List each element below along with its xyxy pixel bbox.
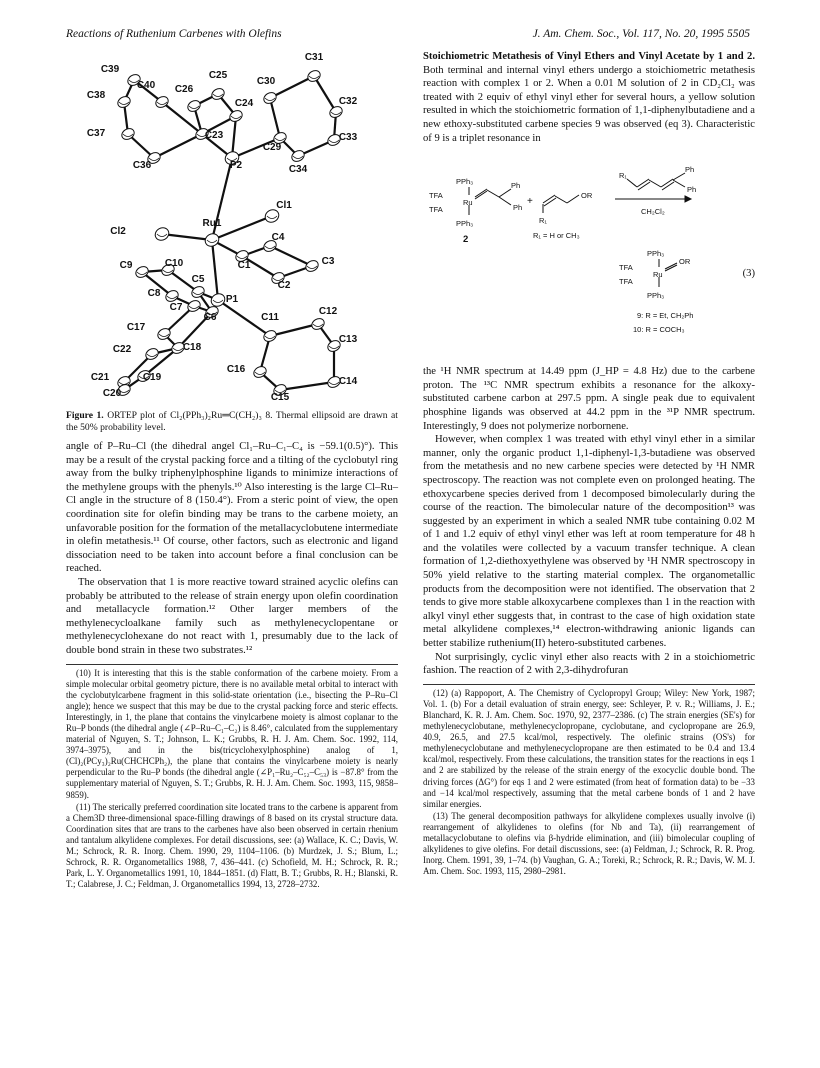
intro-text: Both terminal and internal vinyl ethers undergo a stoichiometric metathesis reaction with complex 1 or 2. When a 0.01 M solution of 2 in CD₂Cl₂ was treated with 2 equiv of ethyl vinyl ether for several hours, a yellow solution resulted in which the stoichiometric formation of 1,1-diphenylbutadiene and a new ethoxy-substituted carbene species 9 was observed (eq 3). Characteristic of 9 is a triplet resonance in [423, 64, 755, 144]
bond-C11-C12 [270, 324, 318, 336]
bond-Ru1-P1 [212, 240, 218, 300]
atom-c38 [116, 94, 132, 109]
atom-label-cl1: Cl1 [276, 200, 292, 211]
caption-label: Figure 1. [66, 410, 104, 421]
header-title: Reactions of Ruthenium Carbenes with Olefins [66, 28, 282, 40]
pph3-top: PPh₃ [456, 177, 474, 187]
pph3-product-bottom: PPh₃ [647, 291, 665, 301]
atom-label-c30: C30 [256, 76, 276, 87]
left-paragraph-1: angle of P–Ru–Cl (the dihedral angel Cl₁–Ru–C₁–C₄ is −59.1(0.5)°). This may be a result of the crystal packing force and a tilting of the cyclobutyl ring away from the bulky triphenylphosphine ligands to minimize interactions of the methylene groups with the phenyls.¹⁰ Also interesting is the large Cl–Ru–Cl angle in the structure of 8 (150.4°). From a steric point of view, the open coordination site for olefin binding may be trans to the carbene moiety, an unfavorable position for the formation of the metallacyclobutene intermediate in olefin metathesis.¹¹ Of course, other factors, such as electronic and ligand dissociation need to be taken into account before a final conclusion can be reached. [66, 441, 398, 575]
right-paragraph-2: However, when complex 1 was treated with ethyl vinyl ether in a similar manner, only the organic product 1,1-diphenyl-1,3-butadiene was observed from the metathesis and no new carbene species were detected by ¹H NMR spectroscopy. The reaction was not complete even on prolonged heating. The ethoxycarbene species derived from 1 decomposed bimolecularly during the course of the reaction. The bimolecular nature of the decomposition¹³ was suggested by an experiment in which a sealed NMR tube containing 0.02 M of 1 and 1.2 equiv of ethyl vinyl ether was left at room temperature for 48 h and the volatiles were collected by a vacuum transfer technique. A clean formation of 1,2-diethoxyethylene was observed by ¹H NMR spectroscopy in 50% yield relative to the starting material complex. The organometallic products from the decomposition were not identified. The observation that 2 tends to give more stable alkoxycarbene complexes than 1 in the reaction with alkyl vinyl ether suggests that, in contrast to the case of high oxidation state metal alkylidene complexes,¹⁴ electron-withdrawing anionic ligands can better stabilize ruthenium(II) hetero-substituted carbenes. [423, 434, 755, 650]
figure-1-ortep [66, 50, 398, 408]
atom-label-c9: C9 [119, 260, 133, 271]
left-footnotes [66, 664, 398, 891]
atom-label-c36: C36 [132, 160, 152, 171]
atom-label-c11: C11 [261, 312, 279, 323]
right-paragraph-3: Not surprisingly, cyclic vinyl ether also reacts with 2 in a stoichiometric fashion. The reaction of 2 with 2,3-dihydrofuran [423, 651, 755, 677]
footnote-11: (11) The sterically preferred coordination site located trans to the carbene is apparent from a Chem3D three-dimensional space-filling drawings of 8 based on its crystal structure data. Coordination sites that are trans to the carbenes have also been observed in certain rhenium and tantalum alkylidene complexes. For detail discussions, see: (a) Wallace, K. C.; Davis, W. M.; Schrock, R. R. Inorg. Chem. 1990, 29, 1104–1106. (b) Murdzek, J. S.; Blum, L.; Schrock, R. R. Organometallics 1988, 7, 436–441. (c) Schofield, M. H.; Schrock, R. R.; Park, L. Y. Organometallics 1991, 10, 1844–1851. (d) Flatt, B. T.; Grubbs, R. H.; Blanski, R. T.; Calabrese, J. C.; Feldman, J. Organometallics 1994, 13, 2728–2732. [66, 801, 398, 890]
equation-number: (3) [742, 268, 755, 280]
atom-label-ru1: Ru1 [202, 218, 222, 229]
atom-label-c7: C7 [169, 302, 183, 313]
right-column [423, 50, 755, 878]
right-paragraph-1: the ¹H NMR spectrum at 14.49 ppm (J_HP = 4.8 Hz) due to the carbene proton. The ¹³C NMR spectrum exhibits a resonance for the alkoxy-substituted carbene carbon at 297.5 ppm. A single peak due to equivalent phosphine ligands was observed at 44.2 ppm in the ³¹P NMR spectrum. Interestingly, 9 does not polymerize norbornene. [423, 366, 755, 432]
bond-C4-C3 [270, 246, 312, 266]
atom-ru1 [203, 231, 221, 248]
atom-label-cl2: Cl2 [110, 226, 126, 237]
atom-label-c1: C1 [237, 260, 251, 271]
atom-label-c37: C37 [86, 128, 106, 139]
section-heading: Stoichiometric Metathesis of Vinyl Ethers and Vinyl Acetate by 1 and 2. [423, 51, 755, 62]
atom-label-c29: C29 [262, 142, 282, 153]
atom-label-c13: C13 [338, 334, 358, 345]
ru-product: Ru [653, 270, 663, 280]
atom-label-c15: C15 [270, 392, 290, 403]
atom-label-p1: P1 [225, 294, 239, 305]
bond-C30-C31 [270, 76, 314, 98]
bond-C29-C30 [270, 98, 280, 138]
atom-label-c12: C12 [318, 306, 338, 317]
atom-label-c33: C33 [338, 132, 358, 143]
compound-10-label: 10: R = COCH₃ [633, 325, 685, 335]
atom-label-c17: C17 [126, 322, 146, 333]
ph-product-1: Ph [685, 165, 695, 175]
atom-p1 [209, 291, 227, 308]
ru-1: Ru [463, 198, 473, 208]
atom-label-c8: C8 [147, 288, 161, 299]
atom-label-c39: C39 [100, 64, 120, 75]
atom-label-c21: C21 [90, 372, 110, 383]
atom-c26 [186, 98, 202, 113]
ph-product-2: Ph [687, 185, 697, 195]
atom-label-c32: C32 [338, 96, 358, 107]
or-product: OR [679, 257, 691, 267]
atom-c30 [262, 90, 278, 105]
atom-label-c4: C4 [271, 232, 285, 243]
bond-C14-C15 [280, 382, 334, 390]
atom-c11 [262, 328, 278, 343]
atom-c12 [310, 316, 326, 331]
atom-label-c16: C16 [226, 364, 246, 375]
atom-label-c18: C18 [182, 342, 202, 353]
atom-label-c6: C6 [203, 312, 217, 323]
pph3-bottom: PPh₃ [456, 219, 474, 229]
header-journal: J. Am. Chem. Soc., Vol. 117, No. 20, 1995 5505 [532, 28, 750, 40]
or-1: OR [581, 191, 593, 201]
atom-c3 [304, 258, 320, 273]
footnote-12: (12) (a) Rappoport, A. The Chemistry of Cyclopropyl Group; Wiley: New York, 1987; Vol. 1. (b) For a detail evaluation of strain energy, see: Schleyer, P. v. R.; Williams, J. E.; Blanchard, K. R. J. Am. Chem. Soc. 1970, 92, 2377–2386. (c) The strain energies (SE's) for methylenecyclobutane, methylenecyclopropane, cyclobutane, and cyclopropane are 26.9, 40.9, 26.5, and 27.5 kcal/mol, respectively. The olefinic strains (OS's) for methylenecyclobutane and methylenecyclopropane are then estimated to be 0.4 and 13.4 kcal/mol, respectively. From these calculations, the transition states for the reactions in eqs 1 and 2 are stabilized by the release of the strain energy of the exocyclic double bond. The driving forces (ΔG°) for eqs 1 and 2 were estimated (from heat of formation data) to be −33 and −14 kcal/mol respectively, assuming that the metal carbene bonds of 1 and 2 have similar energies. [423, 687, 755, 809]
atom-label-c20: C20 [102, 388, 122, 399]
footnote-10: (10) It is interesting that this is the stable conformation of the carbene moiety. From a simple molecular orbital geometry picture, there is no available metal orbital to interact with the cyclobutylcarbene fragment in this solid-state orientation (i.e., bisecting the P–Ru–Cl angle); hence we suspect that this may be due to the crystal packing force and steric effects. Interestingly, in 1, the plane that contains the vinylcarbene moiety is almost coplanar to the Ru–P bonds (the dihedral angle (∠P–Ru–C₁–C₂) is 8.46°, calculated from the supplementary material of Nguyen, S. T.; Johnson, L. K.; Grubbs, R. H. J. Am. Chem. Soc. 1992, 114, 3974–3975), and in the bis(tricyclohexylphosphine) analog of 1, (Cl)₂(PCy₃)₂Ru(CHCHCPh₂), the plane that contains the vinylcarbene moiety is nearly perpendicular to the Ru–P bonds (the dihedral angle (∠P₁–Ru₂–C₅₂–C₅₃) is −87.8° from the supplementary material of Nguyen, S. T.; Grubbs, R. H. J. Am. Chem. Soc. 1993, 115, 9858–9859). [66, 667, 398, 800]
atom-label-c19: C19 [142, 372, 162, 383]
compound-2-label: 2 [463, 234, 469, 246]
left-column [66, 50, 398, 891]
atom-label-p2: P2 [229, 160, 243, 171]
atom-label-c2: C2 [277, 280, 291, 291]
bond-C36-C23 [154, 134, 202, 158]
atom-label-c3: C3 [321, 256, 335, 267]
atom-label-c31: C31 [304, 52, 324, 63]
tfa-1: TFA [429, 191, 443, 201]
compound-9-label: 9: R = Et, CH₂Ph [637, 311, 694, 321]
atom-c31 [306, 68, 322, 83]
tfa-product-2: TFA [619, 277, 633, 287]
ortep-drawing [66, 50, 398, 408]
bond-C31-C32 [314, 76, 336, 112]
running-header [66, 28, 750, 42]
atom-label-c10: C10 [164, 258, 184, 269]
atom-label-c40: C40 [136, 80, 156, 91]
right-footnotes [423, 684, 755, 878]
ph-2: Ph [513, 203, 523, 213]
figure-1-caption [66, 410, 398, 434]
atom-cl2 [153, 225, 171, 242]
tfa-2: TFA [429, 205, 443, 215]
atom-label-c25: C25 [208, 70, 228, 81]
right-paragraph-intro [423, 50, 755, 145]
atom-label-c38: C38 [86, 90, 106, 101]
r1-1: R₁ [539, 216, 547, 226]
tfa-product-1: TFA [619, 263, 633, 273]
atom-label-c22: C22 [112, 344, 132, 355]
r1-definition: R₁ = H or CH₃ [533, 231, 580, 241]
bond-Ru1-Cl2 [162, 234, 212, 240]
atom-label-c5: C5 [191, 274, 205, 285]
plus-sign: + [527, 196, 533, 208]
atom-label-c23: C23 [204, 130, 224, 141]
solvent-label: CH₂Cl₂ [641, 207, 665, 217]
footnote-13: (13) The general decomposition pathways for alkylidene complexes usually involve (i) rearrangement of alkylidenes to olefins (for Nb and Ta), (ii) rearrangement of metallacyclobutane to olefins via β-hydride elimination, and (iii) bimolecular coupling of alkylidenes to give olefins. For detail discussions, see: (a) Feldman, J.; Schrock, R. R. Prog. Inorg. Chem. 1991, 39, 1–74. (b) Vaughan, G. A.; Toreki, R.; Schrock, R. R.; Davis, W. M. J. Am. Chem. Soc. 1993, 115, 2980–2981. [423, 810, 755, 877]
left-paragraph-2: The observation that 1 is more reactive toward strained acyclic olefins can probably be attributed to the release of strain energy upon olefin coordination and metallacycle formation.¹² Other larger members of the methylenecycloalkane family such as methylenecyclopentane or methylenecyclohexane do not react with 1, presumably due to the lack of double bond strain in these two substrates.¹² [66, 576, 398, 656]
ph-1: Ph [511, 181, 521, 191]
atom-label-c26: C26 [174, 84, 194, 95]
caption-text: ORTEP plot of Cl₂(PPh₃)₂Ru═C(CH₂)₃ 8. Thermal ellipsoid are drawn at the 50% probability level. [66, 410, 398, 433]
atom-label-c34: C34 [288, 164, 308, 175]
atom-label-c24: C24 [234, 98, 254, 109]
pph3-product-top: PPh₃ [647, 249, 665, 259]
equation-3-scheme [423, 149, 755, 361]
r1-product: R₁ [619, 171, 627, 181]
atom-label-c14: C14 [338, 376, 358, 387]
